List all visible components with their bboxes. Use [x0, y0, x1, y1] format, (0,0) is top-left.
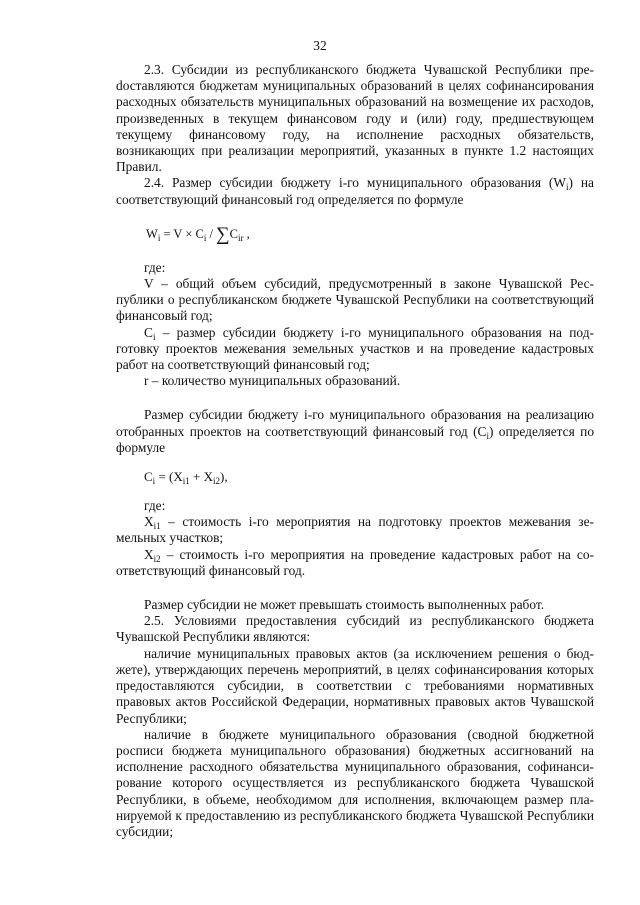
paragraph-limit: Размер субсидии не может превышать стоимость выполненных работ.	[144, 597, 545, 613]
formula-symbol: C	[229, 226, 238, 241]
subscript: i	[203, 232, 207, 243]
formula-text: + X	[189, 469, 213, 485]
paragraph-2-3: 2.3. Субсидии из республиканского бюджета Чувашской Республики преdоставляются бюджетам муниципальных образований в целях софинансирования расходных обязательств муниципальных образований на возмещение их расходов, произведенных в текущем финансовом году и (или) году, предшествующем текущему финансовому году, на исполнение расходных обязательств, возникающих при реализации мероприятий, указанных в пункте 1.2 настоящих Правил.	[116, 62, 594, 175]
subscript: i	[152, 476, 156, 487]
text: ) на соответствующий финансовый год определяется по формуле	[116, 175, 594, 207]
formula-text: = (X	[155, 469, 183, 485]
formula-text: /	[206, 226, 217, 241]
text: – стоимость i-го мероприятия на подготовку проектов межевания земельных участков;	[116, 514, 594, 546]
formula-text: = V × C	[160, 226, 204, 241]
sum-symbol: ∑	[216, 223, 230, 245]
subscript: i1	[182, 476, 190, 487]
formula-text: ),	[220, 469, 228, 485]
spacer	[116, 389, 594, 407]
formula-text: ,	[243, 226, 250, 241]
subscript: i1	[153, 521, 161, 532]
formula-symbol: W	[146, 226, 158, 241]
definition-r: r – количество муниципальных образований.	[144, 373, 401, 389]
formula-c	[116, 456, 594, 498]
condition-1: наличие муниципальных правовых актов (за исключением решения о бюджете), утверждающих перечень мероприятий, в целях софинансирования которых предоставляются субсидии, в соответствии с требованиями нормативных правовых актов Российской Федерации, нормативных правовых актов Чувашской Республики;	[116, 645, 594, 726]
subscript: i	[486, 430, 489, 441]
text: ) определяется по формуле	[116, 423, 595, 455]
condition-2: наличие в бюджете муниципального образования (сводной бюджетной росписи бюджета муниципального образования) бюджетных ассигнований на исполнение расходного обязательства муниципального образования, софинансирование которого осуществляется из республиканского бюджета Чувашской Республики, в объеме, необходимом для исполнения, включающем размер планируемой к предоставлению из республиканского бюджета Чувашской Республики субсидии;	[116, 726, 594, 839]
definition-x2	[116, 547, 594, 579]
subscript: i2	[213, 476, 221, 487]
subscript: i	[157, 232, 161, 243]
text: Размер субсидии бюджету i-го муниципального образования на реализацию отобранных проектов на соответствующий финансовый год (C	[116, 407, 594, 439]
subscript: i2	[153, 553, 161, 564]
page-number: 32	[313, 38, 327, 53]
subscript: ir	[237, 232, 244, 243]
text: – стоимость i-го мероприятия на проведение кадастровых работ на соответствующий финансовый год.	[116, 546, 594, 578]
formula-symbol: C	[144, 469, 153, 485]
text: 2.4. Размер субсидии бюджету i-го муниципального образования (W	[144, 175, 566, 191]
definition-c	[116, 325, 594, 374]
subscript: i	[566, 182, 569, 193]
paragraph-2-4	[116, 175, 594, 207]
text: – размер субсидии бюджету i-го муниципального образования на подготовку проектов межевания земельных участков и на проведение кадастровых работ на соответствующий финансовый год;	[116, 324, 594, 373]
where-label: где:	[144, 498, 166, 514]
symbol: C	[144, 324, 153, 340]
paragraph-size	[116, 407, 594, 456]
paragraph-2-5: 2.5. Условиями предоставления субсидий из республиканского бюджета Чувашской Республики являются:	[116, 613, 594, 645]
spacer	[116, 579, 594, 597]
definition-v: V – общий объем субсидий, предусмотренный в законе Чувашской Республики о республиканском бюджете Чувашской Республики на соответствующий финансовый год;	[116, 276, 594, 324]
symbol: X	[144, 546, 154, 562]
symbol: X	[144, 514, 154, 530]
page-body	[116, 62, 594, 840]
formula-w	[116, 208, 594, 260]
where-label: где:	[144, 259, 166, 275]
subscript: i	[152, 331, 156, 342]
definition-x1	[116, 514, 594, 546]
